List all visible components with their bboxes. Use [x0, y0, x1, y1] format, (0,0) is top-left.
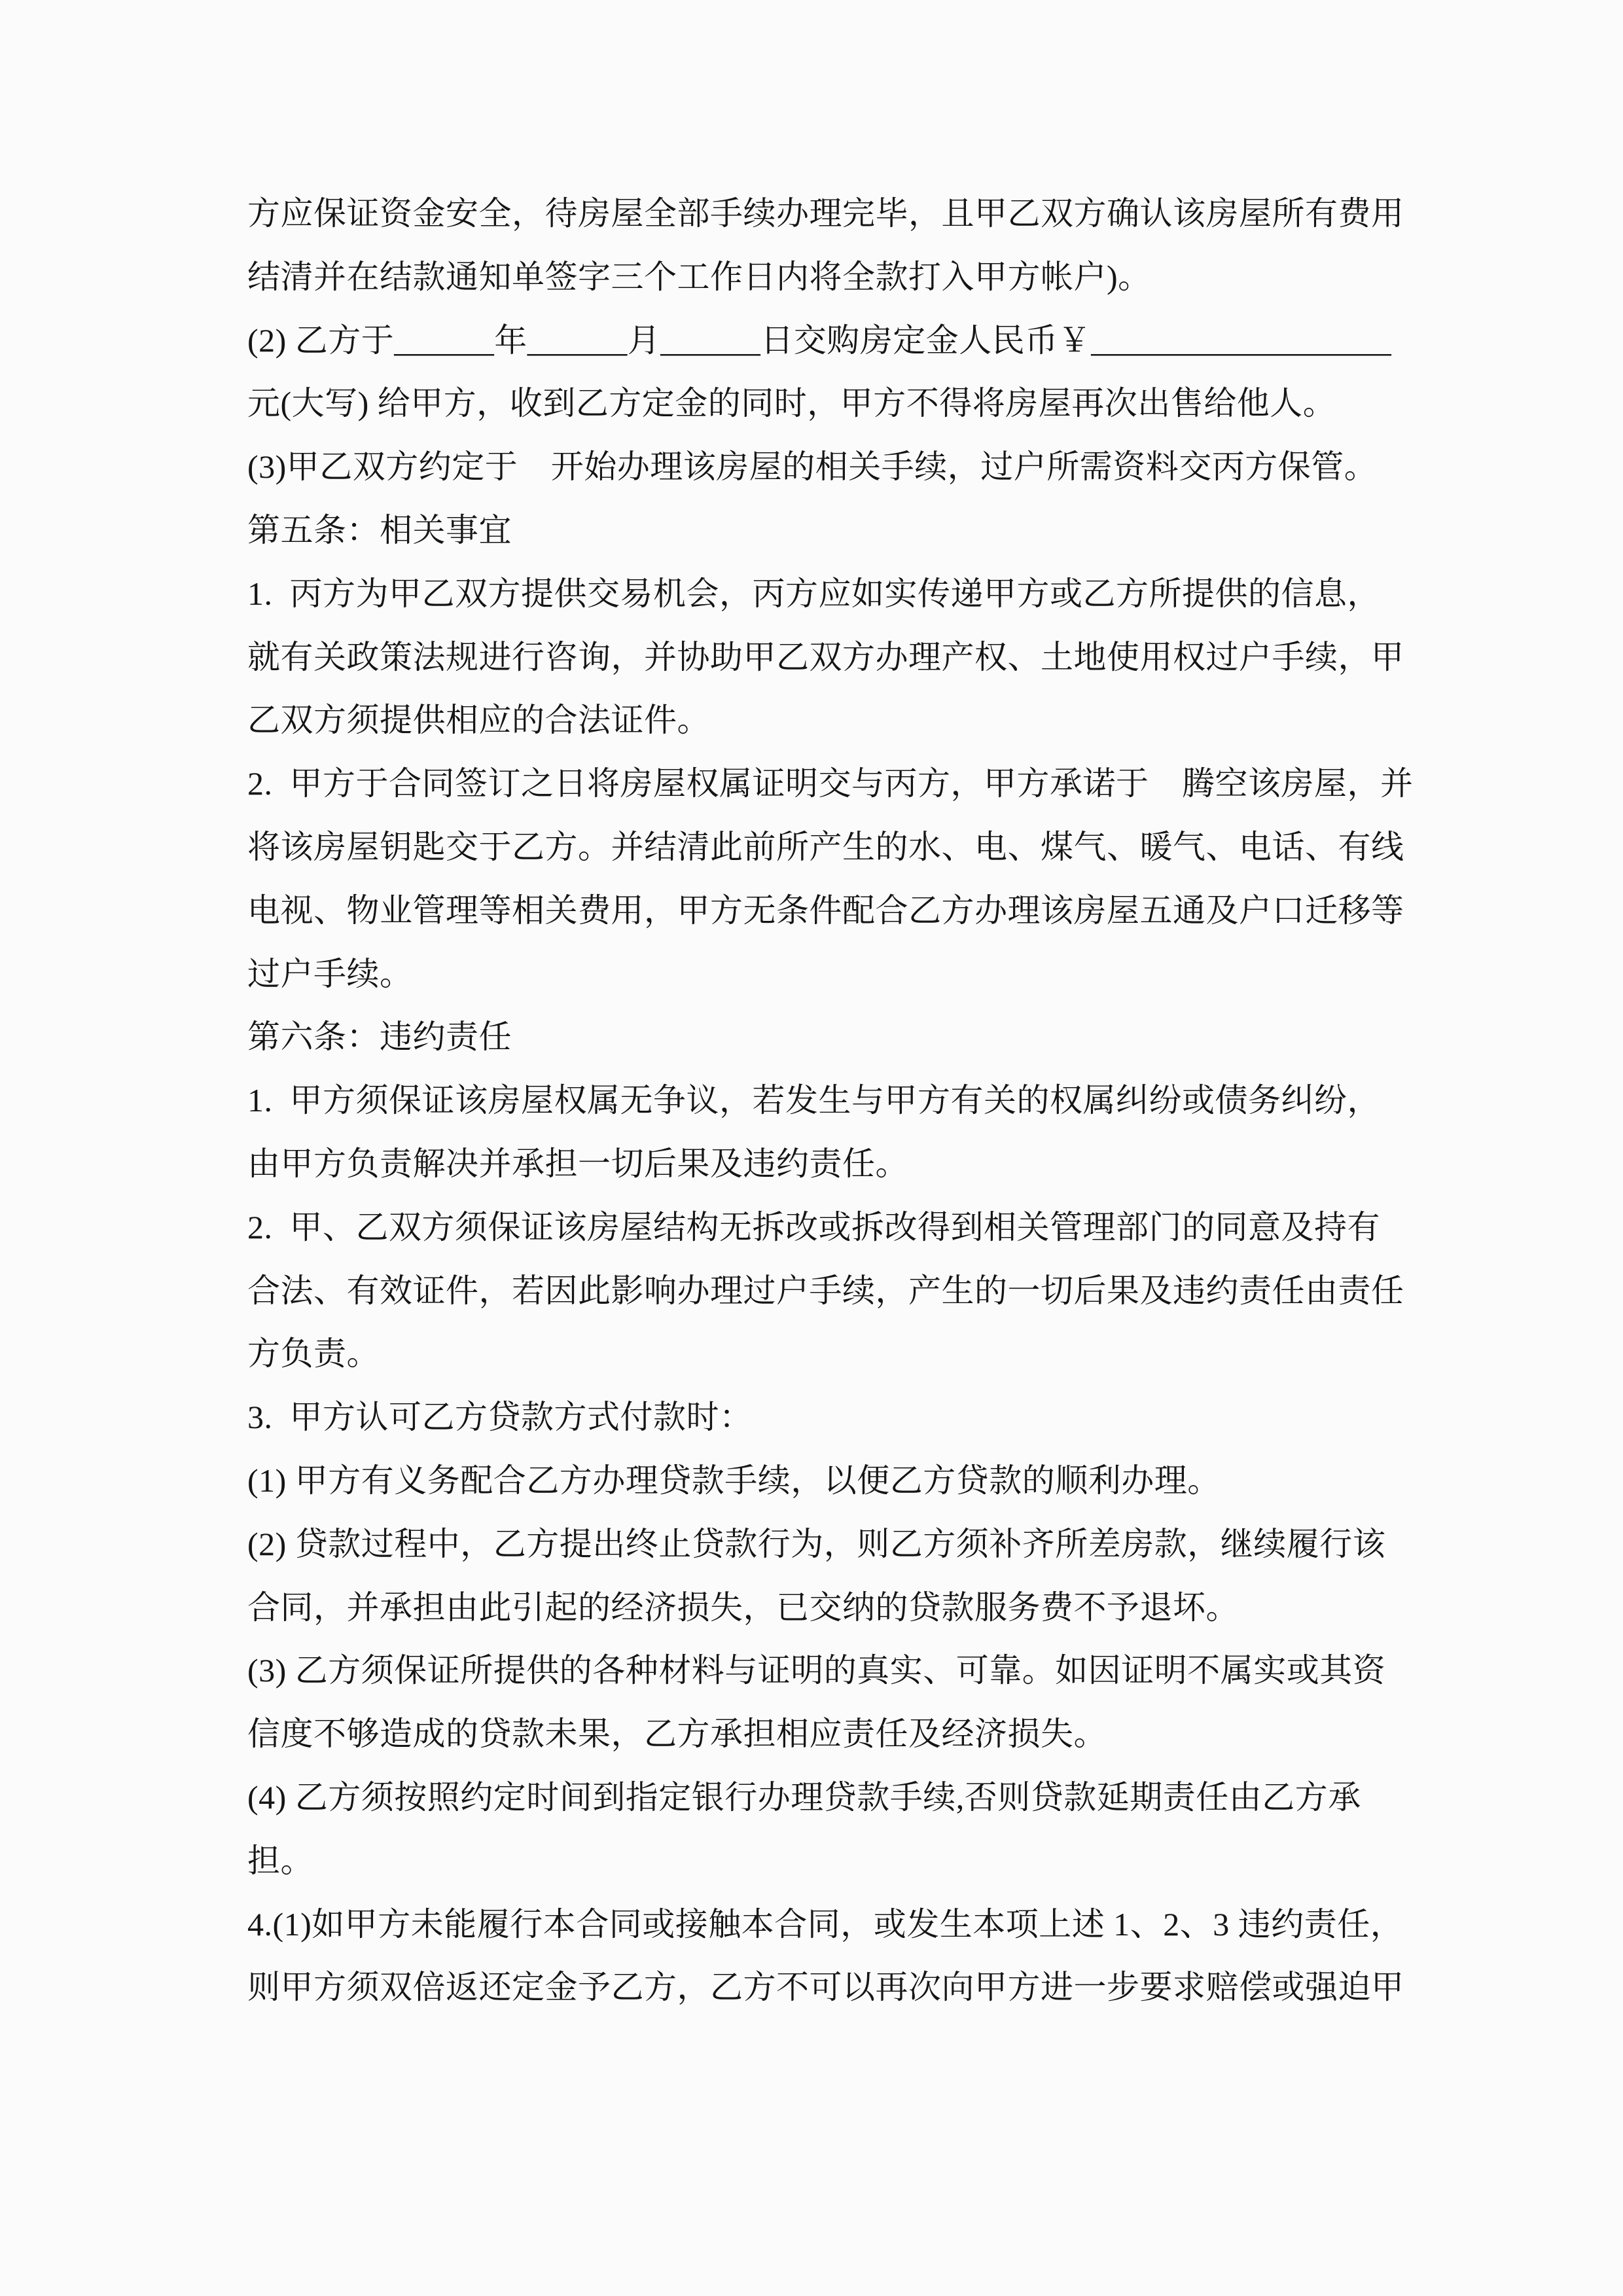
- text-line: 则甲方须双倍返还定金予乙方，乙方不可以再次向甲方进一步要求赔偿或强迫甲: [247, 1969, 1404, 2006]
- text-line: (1) 甲方有义务配合乙方办理贷款手续，以便乙方贷款的顺利办理。: [247, 1462, 1221, 1499]
- clause-heading-article-5: 第五条：相关事宜: [247, 511, 512, 548]
- text-line: (3)甲乙双方约定于 开始办理该房屋的相关手续，过户所需资料交丙方保管。: [247, 448, 1378, 486]
- text-line: (4) 乙方须按照约定时间到指定银行办理贷款手续,否则贷款延期责任由乙方承: [247, 1778, 1361, 1816]
- document-body: [247, 182, 1412, 2019]
- text-line: 合同，并承担由此引起的经济损失，已交纳的贷款服务费不予退坏。: [247, 1588, 1239, 1626]
- text-line: 合法、有效证件，若因此影响办理过户手续，产生的一切后果及违约责任由责任: [247, 1272, 1404, 1309]
- text-line: (2) 贷款过程中，乙方提出终止贷款行为，则乙方须补齐所差房款，继续履行该: [247, 1525, 1386, 1562]
- text-line: (3) 乙方须保证所提供的各种材料与证明的真实、可靠。如因证明不属实或其资: [247, 1652, 1386, 1689]
- text-line-deposit-blanks: (2) 乙方于______年______月______日交购房定金人民币￥__________________: [247, 321, 1392, 359]
- text-line: 过户手续。: [247, 955, 413, 992]
- text-line: 电视、物业管理等相关费用，甲方无条件配合乙方办理该房屋五通及户口迁移等: [247, 891, 1404, 929]
- text-line: 方应保证资金安全，待房屋全部手续办理完毕，且甲乙双方确认该房屋所有费用: [247, 195, 1404, 232]
- text-line: 4.(1)如甲方未能履行本合同或接触本合同，或发生本项上述 1、2、3 违约责任，: [247, 1905, 1404, 1943]
- text-line: 信度不够造成的贷款未果，乙方承担相应责任及经济损失。: [247, 1715, 1107, 1753]
- text-line: 担。: [247, 1842, 313, 1879]
- text-line: 就有关政策法规进行咨询，并协助甲乙双方办理产权、土地使用权过户手续，甲: [247, 638, 1404, 675]
- text-line: 2. 甲、乙双方须保证该房屋结构无拆改或拆改得到相关管理部门的同意及持有: [247, 1208, 1380, 1246]
- text-line: 方负责。: [247, 1335, 380, 1372]
- text-line: 2. 甲方于合同签订之日将房屋权属证明交与丙方，甲方承诺于 腾空该房屋，并: [247, 765, 1414, 802]
- text-line: 3. 甲方认可乙方贷款方式付款时：: [247, 1399, 753, 1436]
- text-line: 由甲方负责解决并承担一切后果及违约责任。: [247, 1145, 908, 1182]
- text-line: 结清并在结款通知单签字三个工作日内将全款打入甲方帐户)。: [247, 258, 1151, 295]
- text-line: 将该房屋钥匙交于乙方。并结清此前所产生的水、电、煤气、暖气、电话、有线: [247, 828, 1404, 865]
- text-line: 1. 丙方为甲乙双方提供交易机会，丙方应如实传递甲方或乙方所提供的信息，: [247, 575, 1380, 612]
- text-line: 元(大写) 给甲方，收到乙方定金的同时，甲方不得将房屋再次出售给他人。: [247, 385, 1336, 422]
- text-line: 1. 甲方须保证该房屋权属无争议，若发生与甲方有关的权属纠纷或债务纠纷，: [247, 1082, 1380, 1119]
- clause-heading-article-6: 第六条：违约责任: [247, 1018, 512, 1056]
- text-line: 乙双方须提供相应的合法证件。: [247, 702, 710, 739]
